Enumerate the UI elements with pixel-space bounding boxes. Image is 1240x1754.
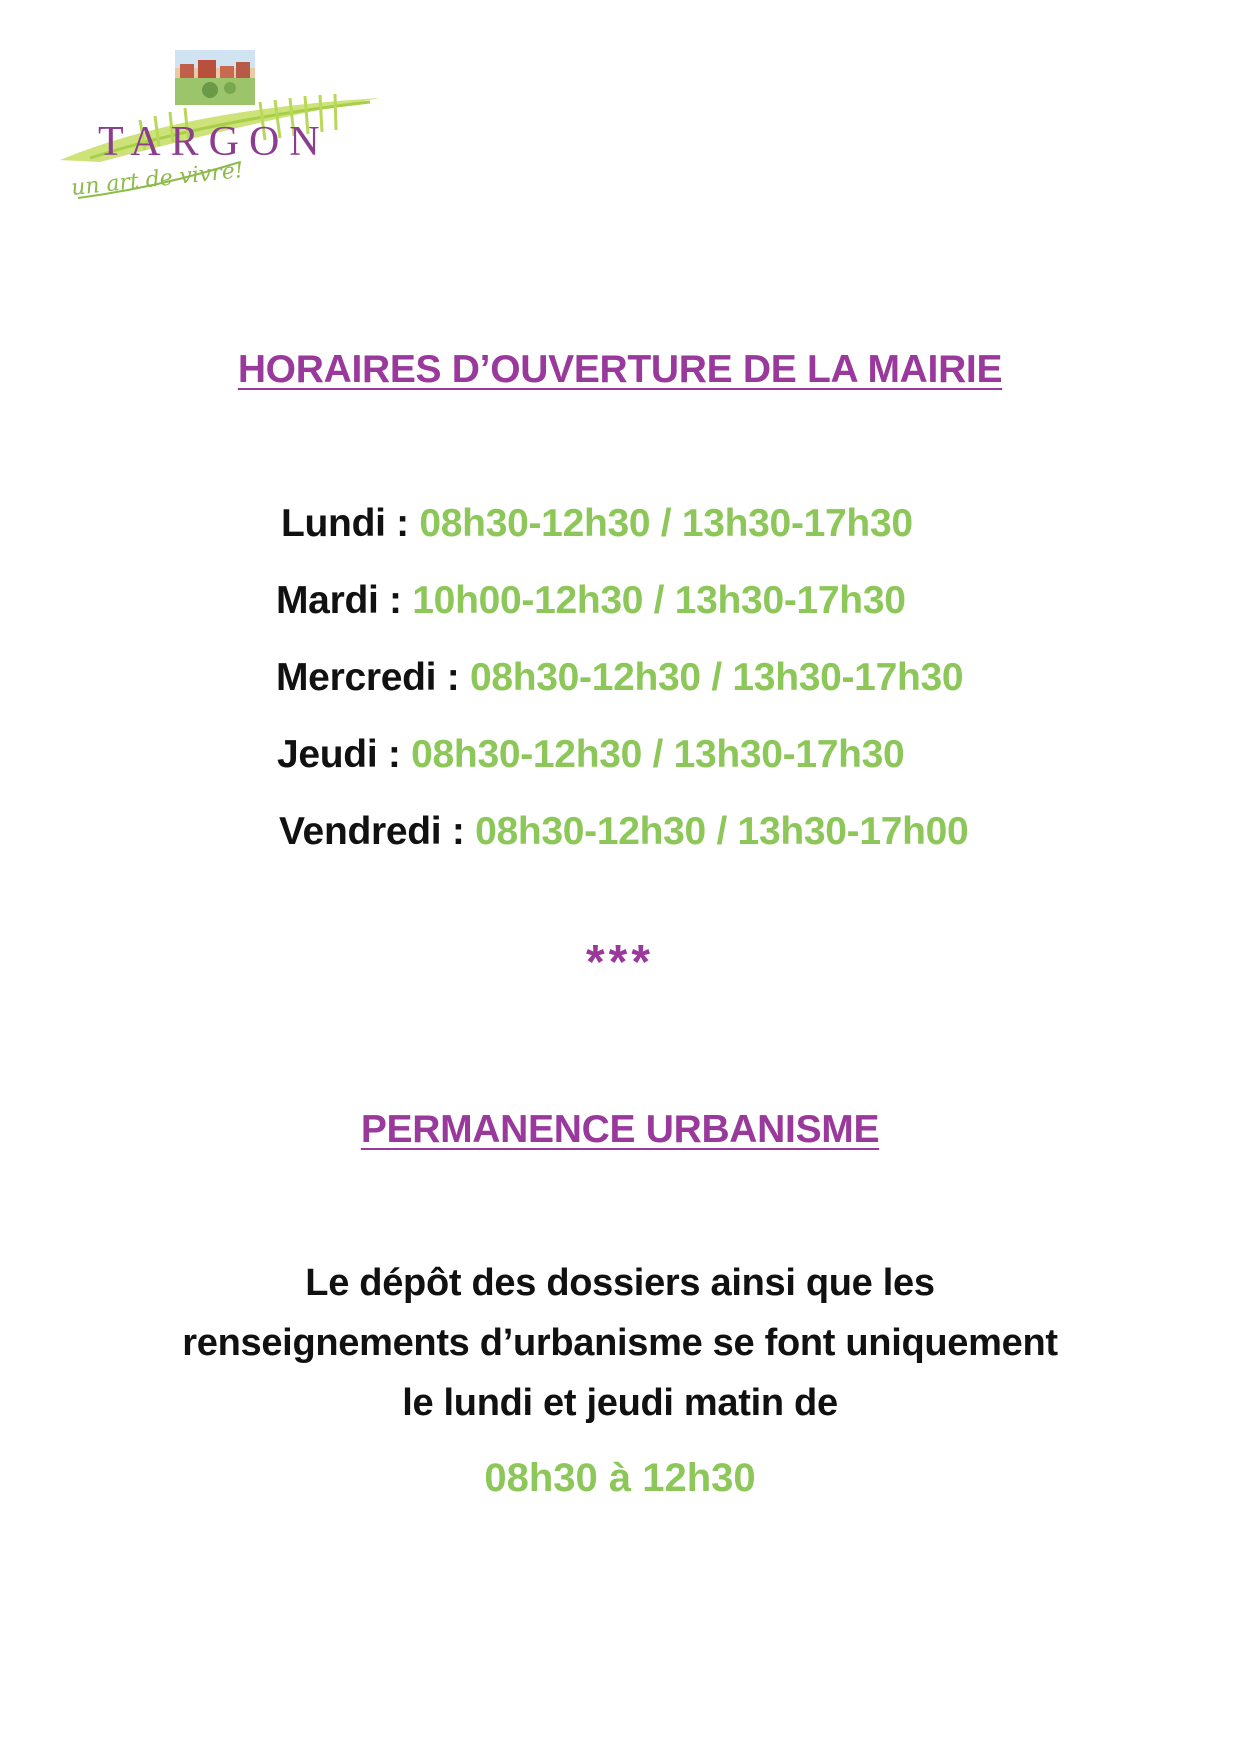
urbanisme-title: PERMANENCE URBANISME — [360, 1108, 880, 1151]
hours-title: HORAIRES D’OUVERTURE DE LA MAIRIE — [237, 348, 1003, 391]
day-label: Lundi : — [281, 502, 409, 545]
urbanisme-text-line: Le dépôt des dossiers ainsi que les — [305, 1262, 935, 1304]
hours-value: 08h30-12h30 / 13h30-17h30 — [411, 733, 905, 776]
schedule-row-vendredi — [279, 810, 968, 854]
hours-value: 08h30-12h30 / 13h30-17h30 — [469, 656, 964, 699]
day-label: Mercredi : — [276, 656, 460, 699]
schedule-row-mardi — [276, 579, 906, 623]
targon-logo — [60, 50, 430, 240]
day-label: Jeudi : — [277, 733, 401, 776]
logo-name: TARGON — [98, 119, 330, 165]
day-label: Mardi : — [276, 579, 402, 622]
urbanisme-text-line: le lundi et jeudi matin de — [402, 1382, 838, 1424]
hours-value: 08h30-12h30 / 13h30-17h00 — [475, 810, 969, 853]
separator-stars: *** — [585, 936, 655, 989]
urbanisme-text-line: renseignements d’urbanisme se font uniquement — [182, 1322, 1058, 1364]
hours-value: 10h00-12h30 / 13h30-17h30 — [412, 579, 906, 622]
schedule-row-lundi — [281, 502, 913, 546]
logo-tagline: un art de vivre! — [70, 158, 245, 201]
schedule-row-jeudi — [277, 733, 904, 777]
village-vineyard-logo-icon — [60, 50, 430, 240]
day-label: Vendredi : — [279, 810, 465, 853]
hours-value: 08h30-12h30 / 13h30-17h30 — [419, 502, 913, 545]
schedule-row-mercredi — [276, 656, 963, 700]
urbanisme-time: 08h30 à 12h30 — [484, 1456, 756, 1500]
